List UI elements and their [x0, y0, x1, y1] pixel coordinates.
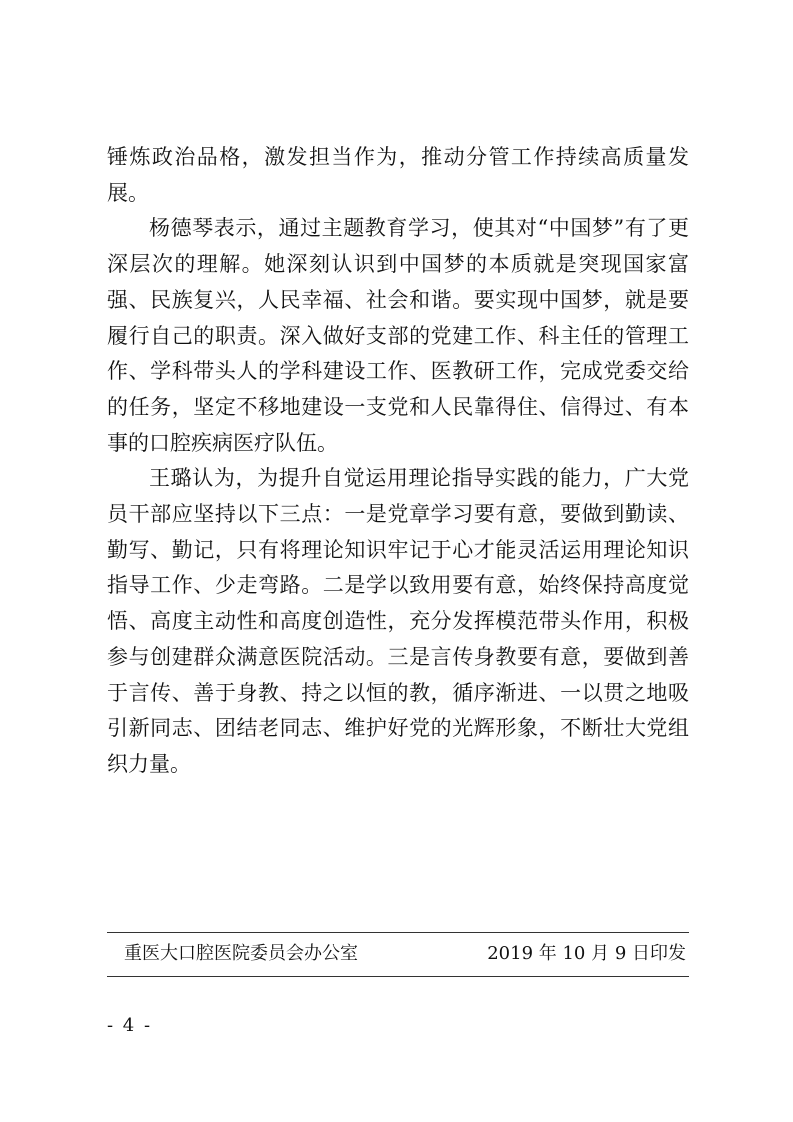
issuer-name: 重医大口腔医院委员会办公室	[124, 943, 358, 964]
document-body	[107, 140, 689, 783]
paragraph-wang-lu: 王璐认为，为提升自觉运用理论指导实践的能力，广大党员干部应坚持以下三点：一是党章学习要有意，要做到勤读、勤写、勤记，只有将理论知识牢记于心才能灵活运用理论知识指导工作、少走弯路。二是学以致用要有意，始终保持高度觉悟、高度主动性和高度创造性，充分发挥模范带头作用，积极参与创建群众满意医院活动。三是言传身教要有意，要做到善于言传、善于身教、持之以恒的教，循序渐进、一以贯之地吸引新同志、团结老同志、维护好党的光辉形象，不断壮大党组织力量。	[107, 466, 689, 776]
footer-bottom-rule	[107, 976, 689, 977]
paragraph-continuation: 锤炼政治品格，激发担当作为，推动分管工作持续高质量发展。	[107, 145, 689, 205]
issue-date: 2019 年 10 月 9 日印发	[487, 943, 686, 964]
paragraph-yang-deqin: 杨德琴表示，通过主题教育学习，使其对“中国梦”有了更深层次的理解。她深刻认识到中国梦的本质就是突现国家富强、民族复兴，人民幸福、社会和谐。要实现中国梦，就是要履行自己的职责。深入做好支部的党建工作、科主任的管理工作、学科带头人的学科建设工作、医教研工作，完成党委交给的任务，坚定不移地建设一支党和人民靠得住、信得过、有本事的口腔疾病医疗队伍。	[107, 216, 689, 455]
imprint-line	[124, 939, 686, 969]
page-number: - 4 -	[107, 1015, 153, 1036]
footer-top-rule	[107, 932, 689, 933]
